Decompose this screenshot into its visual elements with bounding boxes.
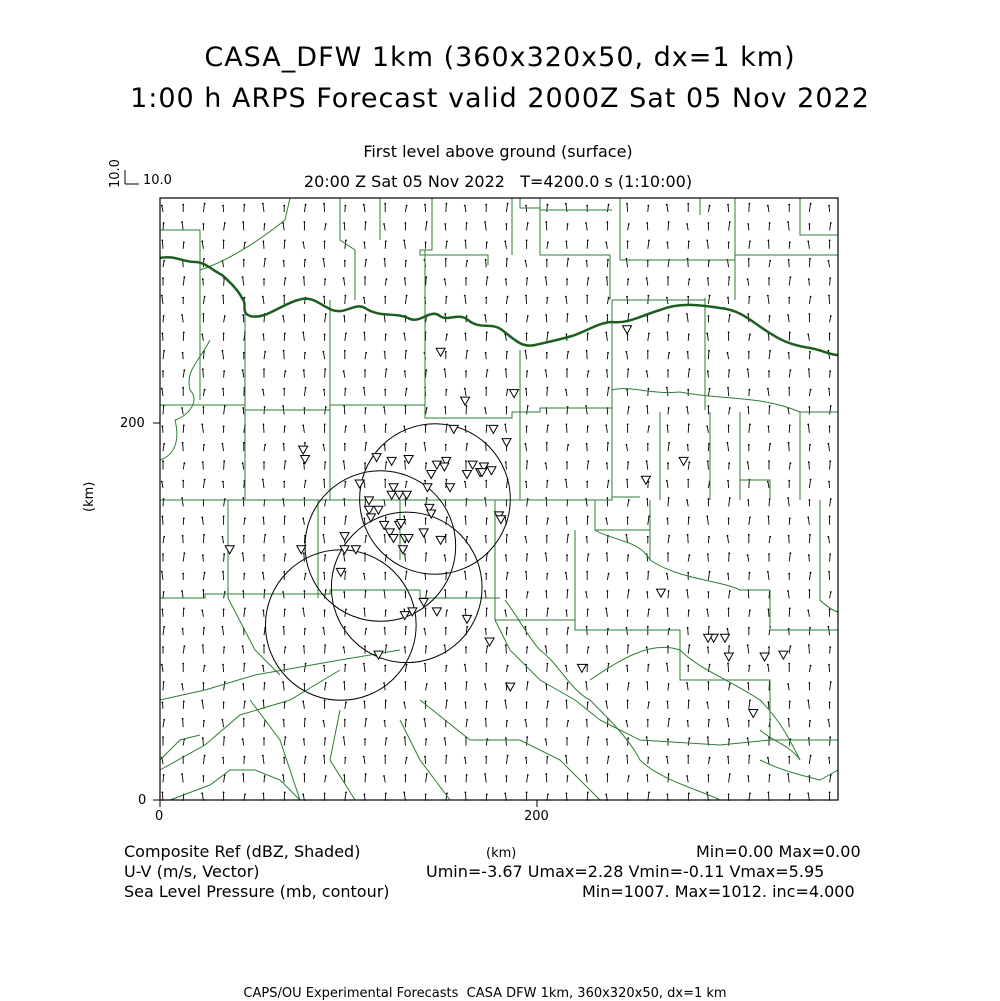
station-marker [419,529,428,537]
time-label: 20:00 Z Sat 05 Nov 2022 T=4200.0 s (1:10:00) [303,172,693,191]
station-marker [760,653,769,661]
county-line [420,620,770,800]
station-marker [380,521,389,529]
station-marker [487,467,496,475]
station-marker [389,535,398,543]
vector-key-vertical-label: 10.0 [108,159,123,188]
x-axis-label: (km) [486,846,517,861]
station-marker [225,546,234,554]
red-river-boundary [160,257,838,355]
station-marker [468,461,477,469]
station-marker [432,608,441,616]
river-features [160,340,838,800]
station-marker [489,425,498,433]
station-marker [721,634,730,642]
station-marker [449,425,458,433]
title-line-2: 1:00 h ARPS Forecast valid 2000Z Sat 05 Nov 2022 [130,83,870,114]
level-label: First level above ground (surface) [363,142,633,161]
county-line [160,735,300,800]
plot-frame [160,198,838,800]
station-marker [366,514,375,522]
legend-field-2: U-V (m/s, Vector) [124,862,260,881]
wind-vector-field [161,203,832,801]
station-marker [440,463,449,471]
station-marker [387,457,396,465]
station-marker [365,506,374,514]
station-marker [679,457,688,465]
county-line [420,198,735,300]
station-marker [389,484,398,492]
station-marker [402,491,411,499]
legend-field-3-stats: Min=1007. Max=1012. inc=4.000 [582,882,855,901]
station-marker [446,484,455,492]
station-marker [299,446,308,454]
station-marker [355,480,364,488]
station-marker [374,651,383,659]
station-marker [404,455,413,463]
station-marker [656,589,665,597]
radar-ring-1 [360,424,511,575]
footer-credit: CAPS/OU Experimental Forecasts CASA DFW 1km, 360x320x50, dx=1 km [243,986,727,1001]
station-marker [427,471,436,479]
station-marker [779,651,788,659]
county-line [160,590,500,598]
station-marker [436,536,445,544]
station-marker [436,348,445,356]
county-line [160,405,612,418]
x-tick-200: 200 [524,809,549,824]
title-line-1: CASA_DFW 1km (360x320x50, dx=1 km) [204,42,796,73]
station-marker [301,455,310,463]
legend-field-2-stats: Umin=-3.67 Umax=2.28 Vmin=-0.11 Vmax=5.95 [426,862,825,881]
y-tick-200: 200 [120,416,145,431]
county-line [228,598,450,800]
county-boundaries [160,198,838,800]
station-marker [461,397,470,405]
station-marker [496,516,505,524]
station-marker [749,709,758,717]
station-marker [724,653,733,661]
creek-line [160,340,210,460]
station-marker [641,476,650,484]
legend-field-1-stats: Min=0.00 Max=0.00 [696,842,861,861]
creek-line [760,730,838,780]
legend-field-3: Sea Level Pressure (mb, contour) [124,882,390,901]
county-line [612,412,800,500]
y-axis-label: (km) [82,481,97,512]
station-marker [577,664,586,672]
station-marker [462,471,471,479]
x-tick-0: 0 [155,809,164,824]
station-marker [365,497,374,505]
legend-field-1: Composite Ref (dBZ, Shaded) [124,842,361,861]
county-line [585,255,838,310]
county-line [160,650,400,770]
station-marker [372,454,381,462]
station-marker [506,683,515,691]
station-marker [502,439,511,447]
vector-key-horizontal-label: 10.0 [143,173,172,188]
county-line [612,389,838,412]
station-marker [351,546,360,554]
station-marker [623,326,632,334]
station-marker [340,533,349,541]
station-marker [432,461,441,469]
y-tick-0: 0 [138,793,147,808]
radar-ring-2 [305,471,456,622]
station-marker [462,615,471,623]
station-marker [374,506,383,514]
station-marker [510,390,519,398]
station-marker [336,568,345,576]
county-line [160,198,380,400]
station-marker [485,638,494,646]
